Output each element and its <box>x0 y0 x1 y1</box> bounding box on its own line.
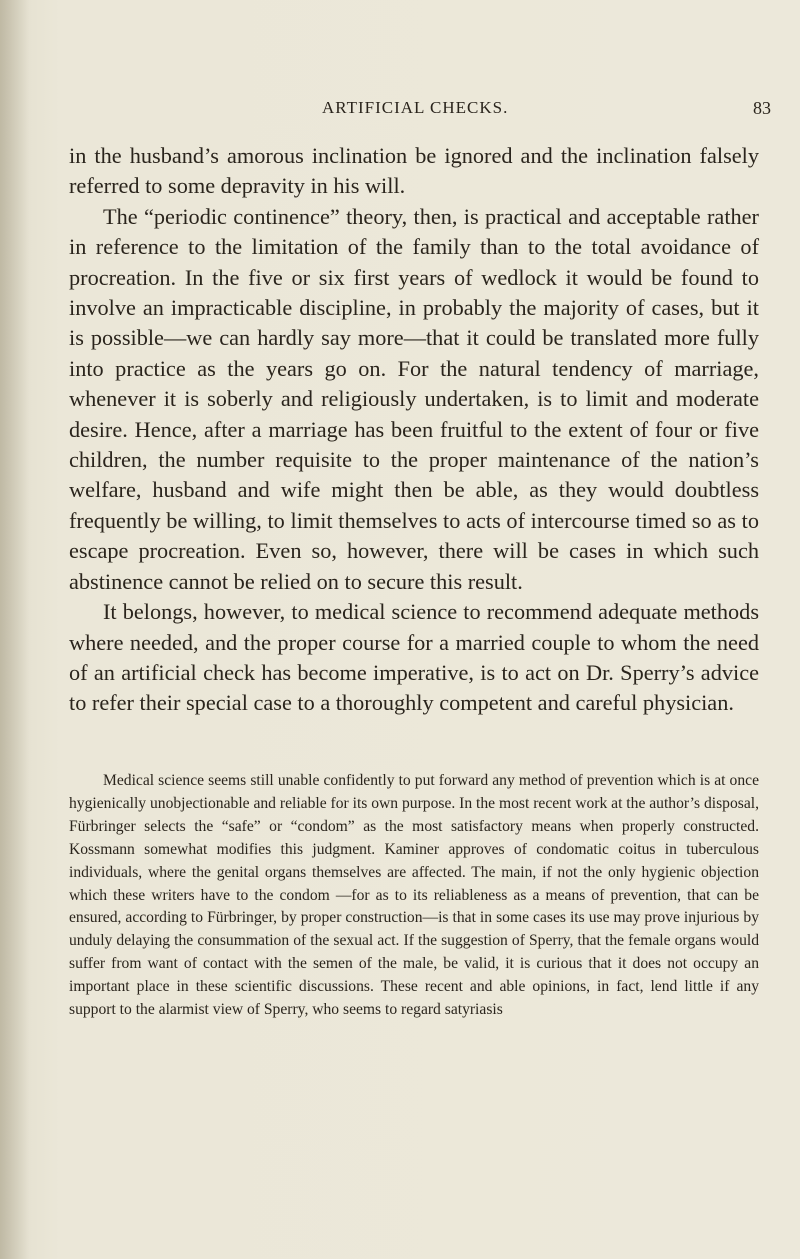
paragraph-periodic-continence: The “periodic continence” theory, then, is practical and acceptable rather in reference to the limitation of the family than to the total avoidance of procreation. In the five or six first years of wedlock it would be found to involve an impracticable discipline, in probably the majority of cases, but it is possible—we can hardly say more—that it could be translated more fully into practice as the years go on. For the natural tendency of marriage, whenever it is soberly and religiously undertaken, is to limit and moderate desire. Hence, after a marriage has been fruitful to the extent of four or five children, the number requisite to the proper maintenance of the nation’s welfare, husband and wife might then be able, as they would doubtless frequently be willing, to limit themselves to acts of intercourse timed so as to escape procreation. Even so, however, there will be cases in which such abstinence cannot be relied on to secure this result. <box>69 203 759 594</box>
page-number: 83 <box>753 98 771 118</box>
paragraph-medical-science: It belongs, however, to medical science to recommend adequate methods where needed, and the proper course for a married couple to whom the need of an artificial check has become imperative, is to act on Dr. Sperry’s advice to refer their special case to a thoroughly competent and careful physician. <box>69 599 759 716</box>
running-head: ARTIFICIAL CHECKS. <box>322 98 509 117</box>
footnote: Medical science seems still unable confidently to put forward any method of prevention which is at once hygienically unobjectionable and reliable for its own purpose. In the most recent work at the author’s disposal, Fürbringer selects the “safe” or “condom” as the most satisfactory means when properly constructed. Kossmann somewhat modifies this judgment. Kaminer approves of condomatic coitus in tuberculous individuals, where the genital organs themselves are affected. The main, if not the only hygienic objection which these writers have to the condom —for as to its reliableness as a means of prevention, that can be ensured, according to Fürbringer, by proper construction—is that in some cases its use may prove injurious by unduly delaying the consummation of the sexual act. If the suggestion of Sperry, that the female organs would suffer from want of contact with the semen of the male, be valid, it is curious that it does not occupy an important place in these scientific discussions. These recent and able opinions, in fact, lend little if any support to the alarmist view of Sperry, who seems to regard satyriasis <box>69 772 759 1019</box>
gutter-shadow <box>0 0 30 1259</box>
page-header <box>0 98 800 128</box>
paragraph-continuation: in the husband’s amorous inclination be ignored and the inclination falsely referred to some depravity in his will. <box>69 143 759 199</box>
main-text <box>69 141 759 719</box>
